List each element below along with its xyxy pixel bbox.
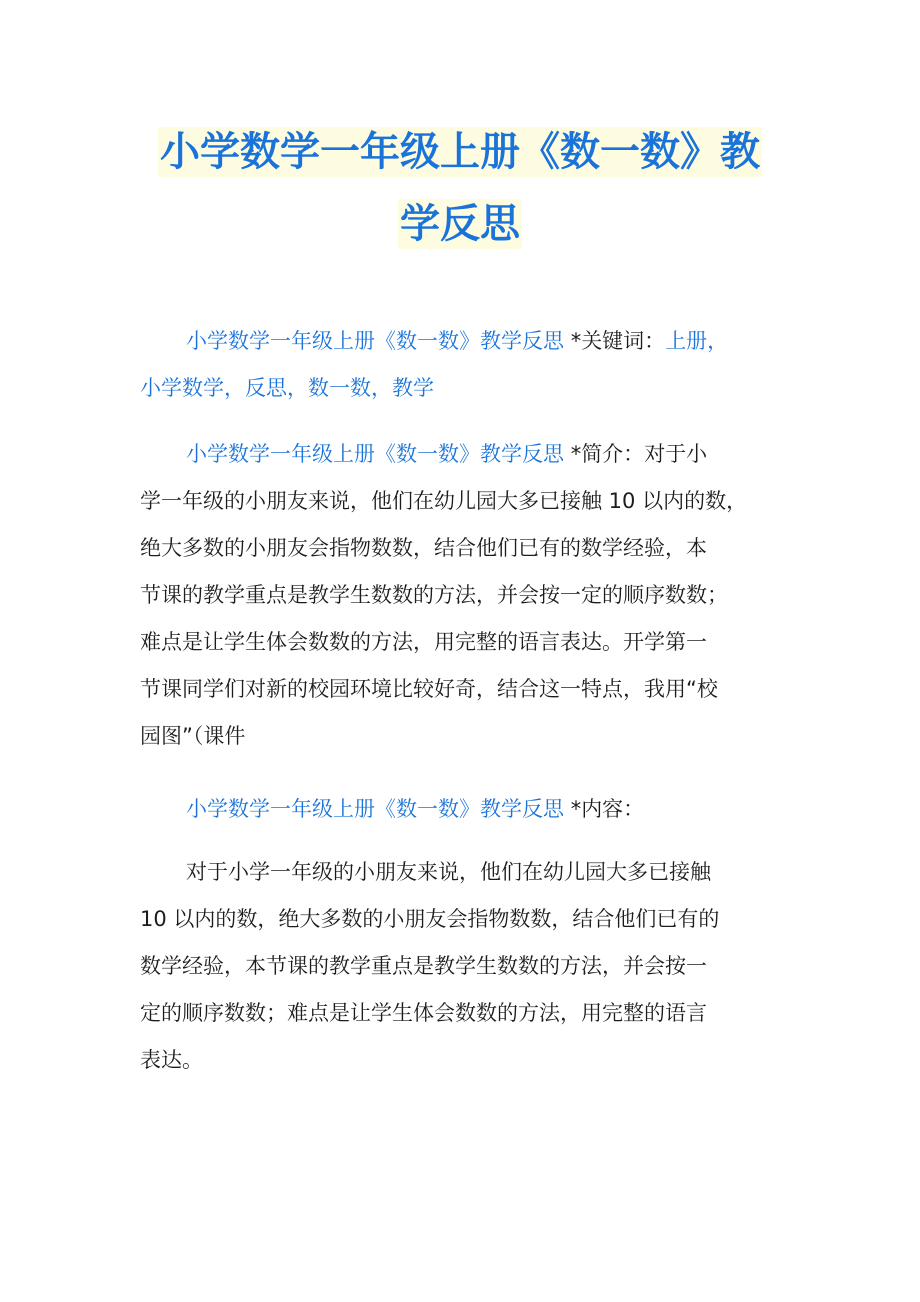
summary-line-0: 对于小: [644, 442, 708, 466]
summary-paragraph: [140, 431, 790, 760]
keywords-doc-ref[interactable]: 小学数学一年级上册《数一数》教学反思: [186, 329, 564, 353]
keywords-values-2[interactable]: 小学数学，反思，数一数，教学: [140, 376, 434, 400]
summary-line-3: 节课的教学重点是教学生数数的方法，并会按一定的顺序数数；: [140, 583, 728, 607]
summary-label: *简介：: [570, 442, 645, 466]
summary-line-5: 节课同学们对新的校园环境比较好奇，结合这一特点，我用“校: [140, 677, 718, 701]
body-line-3: 定的顺序数数；难点是让学生体会数数的方法，用完整的语言: [140, 1001, 707, 1025]
keywords-values-1[interactable]: 上册，: [665, 329, 729, 353]
summary-line-6: 园图”（课件: [140, 724, 246, 748]
content-body-paragraph: [140, 849, 790, 1084]
body-line-0: 对于小学一年级的小朋友来说，他们在幼儿园大多已接触: [186, 860, 711, 884]
content-label: *内容：: [570, 797, 645, 821]
summary-doc-ref[interactable]: 小学数学一年级上册《数一数》教学反思: [186, 442, 564, 466]
body-line-4: 表达。: [140, 1048, 203, 1072]
keywords-label: *关键词：: [570, 329, 666, 353]
body-line-2: 数学经验，本节课的教学重点是教学生数数的方法，并会按一: [140, 954, 707, 978]
summary-line-1: 学一年级的小朋友来说，他们在幼儿园大多已接触 10 以内的数，: [140, 489, 748, 513]
content-doc-ref[interactable]: 小学数学一年级上册《数一数》教学反思: [186, 797, 564, 821]
content-heading-paragraph: [140, 786, 790, 833]
document-title-line-2: [0, 196, 920, 252]
summary-line-2: 绝大多数的小朋友会指物数数，结合他们已有的数学经验，本: [140, 536, 707, 560]
keywords-paragraph: [140, 318, 790, 412]
document-title-line-1: [0, 124, 920, 180]
body-line-1: 10 以内的数，绝大多数的小朋友会指物数数，结合他们已有的: [140, 907, 720, 931]
summary-line-4: 难点是让学生体会数数的方法，用完整的语言表达。开学第一: [140, 630, 707, 654]
title-text-2: 学反思: [400, 201, 520, 247]
title-text-1: 小学数学一年级上册《数一数》教: [160, 129, 760, 175]
